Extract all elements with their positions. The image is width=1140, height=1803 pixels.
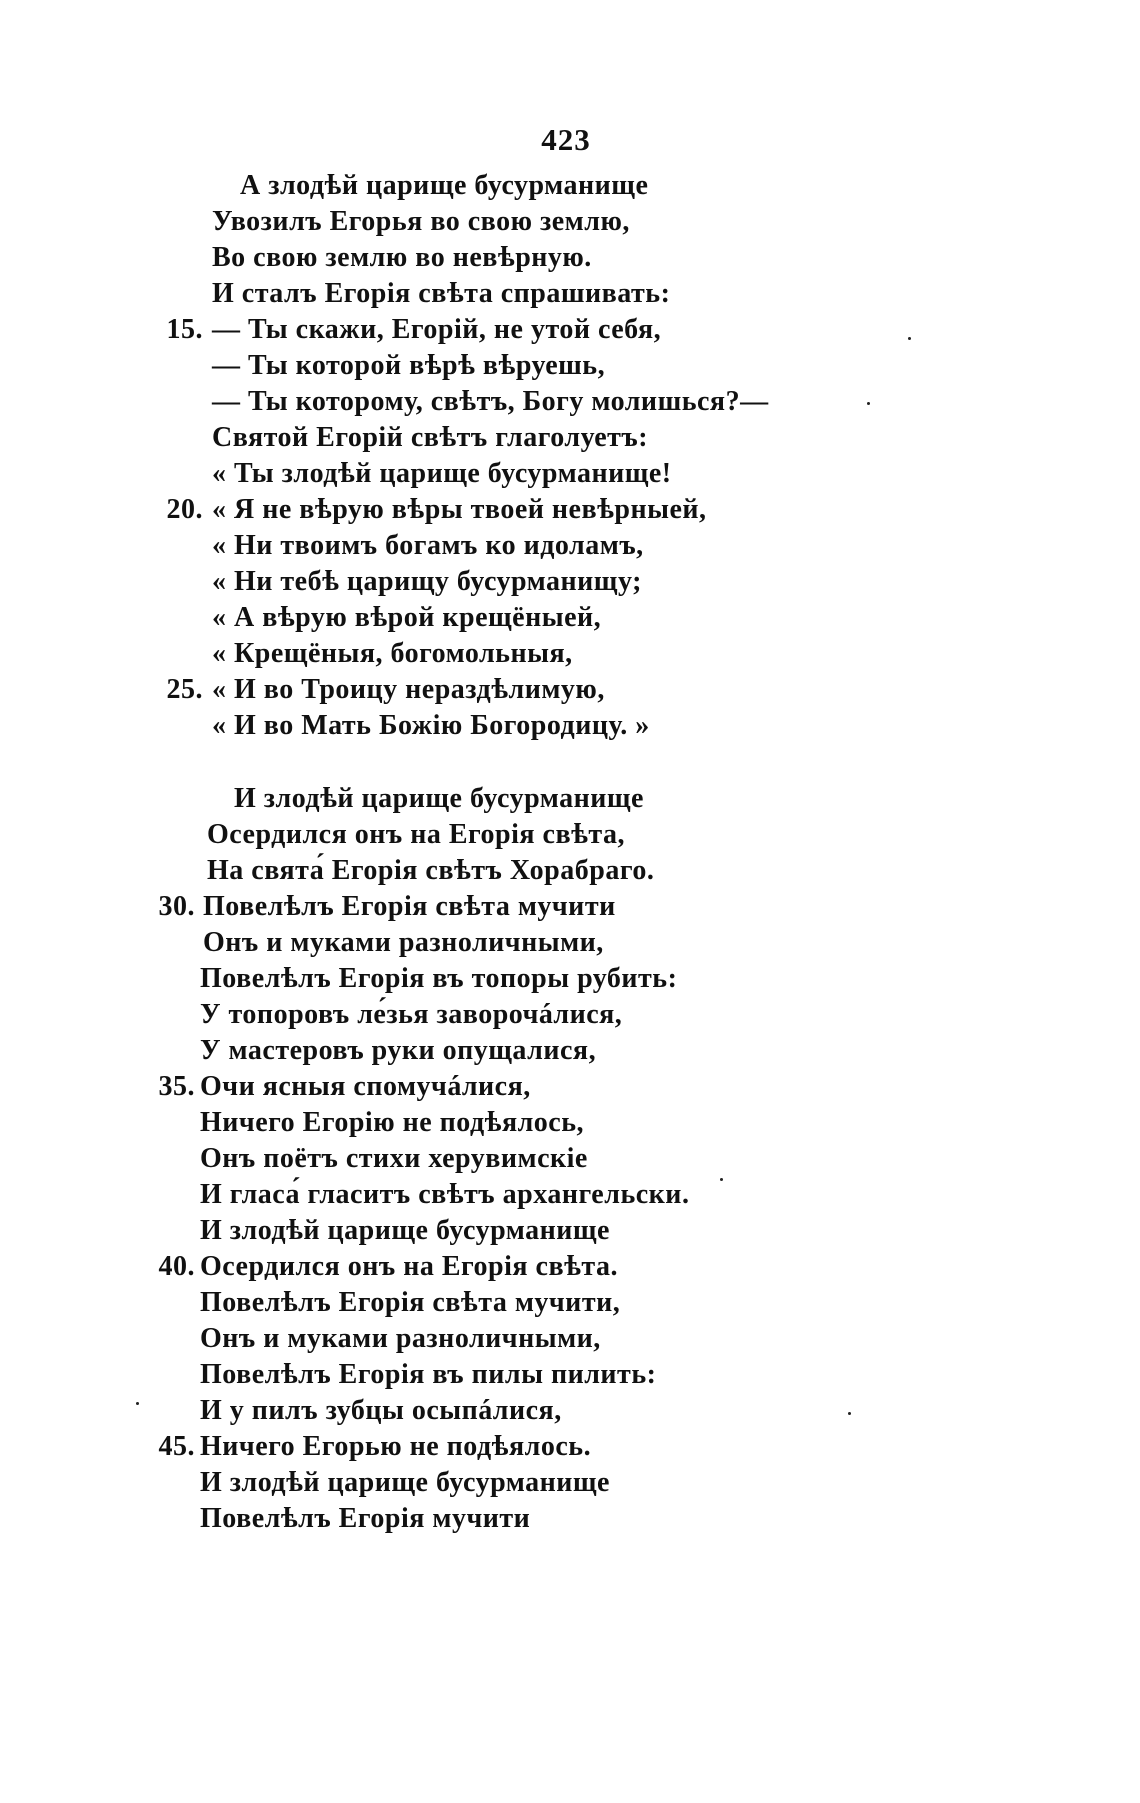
line-text: И злодѣй царище бусурманище — [200, 1215, 610, 1246]
poem-line — [0, 240, 1140, 276]
line-text: Онъ поётъ стихи херувимскіе — [200, 1143, 588, 1174]
line-number: 15. — [166, 314, 203, 345]
line-text: У мастеровъ руки опущалися, — [200, 1035, 597, 1066]
line-text: Повелѣлъ Егорія въ топоры рубить: — [200, 963, 678, 994]
poem-line — [0, 925, 1140, 961]
poem-line — [0, 348, 1140, 384]
poem-line — [0, 1465, 1140, 1501]
stanza-2 — [0, 781, 1140, 1537]
page-number: 423 — [541, 122, 591, 157]
line-number: 45. — [158, 1431, 195, 1462]
poem-line — [0, 564, 1140, 600]
poem-line — [0, 1249, 1140, 1285]
line-text: « Ты злодѣй царище бусурманище! — [212, 458, 672, 489]
scan-speck — [867, 402, 870, 405]
poem-line — [0, 600, 1140, 636]
stanza-break — [0, 744, 1140, 781]
scan-speck — [720, 1178, 723, 1181]
line-text: « Ни тебѣ царищу бусурманищу; — [212, 566, 642, 597]
line-text: Увозилъ Егорья во свою землю, — [212, 206, 630, 237]
scan-speck — [848, 1412, 851, 1415]
line-text: Ничего Егорію не подѣялось, — [200, 1107, 585, 1138]
line-number: 30. — [158, 891, 195, 922]
poem-line — [0, 781, 1140, 817]
poem-body — [0, 168, 1140, 1537]
line-text: Во свою землю во невѣрную. — [212, 242, 592, 273]
poem-line — [0, 456, 1140, 492]
poem-line — [0, 1105, 1140, 1141]
poem-line — [0, 1321, 1140, 1357]
line-text: Ничего Егорью не подѣялось. — [200, 1431, 592, 1462]
line-number: 40. — [158, 1251, 195, 1282]
line-text: А злодѣй царище бусурманище — [240, 170, 649, 201]
scan-speck — [136, 1402, 139, 1405]
poem-line — [0, 961, 1140, 997]
stanza-1 — [0, 168, 1140, 744]
line-text: Онъ и муками разноличными, — [203, 927, 604, 958]
poem-line — [0, 636, 1140, 672]
poem-line — [0, 1501, 1140, 1537]
line-text: Очи ясныя спомучáлися, — [200, 1071, 531, 1102]
poem-line — [0, 1357, 1140, 1393]
line-text: « И во Мать Божію Богородицу. » — [212, 710, 650, 741]
line-text: И злодѣй царище бусурманище — [234, 783, 644, 814]
poem-line — [0, 312, 1140, 348]
line-text: Повелѣлъ Егорія свѣта мучити, — [200, 1287, 621, 1318]
line-text: Осердился онъ на Егорія свѣта, — [207, 819, 625, 850]
line-text: И гласа́ гласитъ свѣтъ архангельски. — [200, 1179, 690, 1210]
poem-line — [0, 528, 1140, 564]
poem-line — [0, 276, 1140, 312]
poem-line — [0, 1393, 1140, 1429]
poem-line — [0, 1069, 1140, 1105]
scan-speck — [908, 337, 911, 340]
poem-line — [0, 384, 1140, 420]
line-text: « Крещёныя, богомольныя, — [212, 638, 573, 669]
line-number: 25. — [166, 674, 203, 705]
line-text: Повелѣлъ Егорія мучити — [200, 1503, 531, 1534]
line-number: 20. — [166, 494, 203, 525]
poem-line — [0, 672, 1140, 708]
line-text: Повелѣлъ Егорія въ пилы пилить: — [200, 1359, 657, 1390]
poem-line — [0, 492, 1140, 528]
poem-line — [0, 1141, 1140, 1177]
poem-line — [0, 889, 1140, 925]
line-text: Онъ и муками разноличными, — [200, 1323, 601, 1354]
poem-line — [0, 420, 1140, 456]
poem-line — [0, 708, 1140, 744]
line-text: Осердился онъ на Егорія свѣта. — [200, 1251, 618, 1282]
line-text: « Я не вѣрую вѣры твоей невѣрныей, — [212, 494, 707, 525]
line-text: Повелѣлъ Егорія свѣта мучити — [203, 891, 616, 922]
poem-line — [0, 853, 1140, 889]
line-text: И сталъ Егорія свѣта спрашивать: — [212, 278, 671, 309]
poem-line — [0, 1177, 1140, 1213]
line-text: — Ты скажи, Егорій, не утой себя, — [212, 314, 662, 345]
poem-line — [0, 817, 1140, 853]
line-text: « Ни твоимъ богамъ ко идоламъ, — [212, 530, 644, 561]
poem-line — [0, 204, 1140, 240]
poem-line — [0, 997, 1140, 1033]
line-text: Святой Егорій свѣтъ глаголуетъ: — [212, 422, 649, 453]
line-text: — Ты которому, свѣтъ, Богу молишься?— — [212, 386, 769, 417]
line-text: И злодѣй царище бусурманище — [200, 1467, 610, 1498]
line-text: « А вѣрую вѣрой крещёныей, — [212, 602, 602, 633]
line-text: У топоровъ ле́зья заворочáлися, — [200, 999, 623, 1030]
poem-line — [0, 1285, 1140, 1321]
line-text: И у пилъ зубцы осыпáлися, — [200, 1395, 562, 1426]
line-text: — Ты которой вѣрѣ вѣруешь, — [212, 350, 606, 381]
poem-line — [0, 168, 1140, 204]
poem-line — [0, 1429, 1140, 1465]
line-text: На свята́ Егорія свѣтъ Хорабраго. — [207, 855, 655, 886]
poem-line — [0, 1033, 1140, 1069]
poem-line — [0, 1213, 1140, 1249]
line-text: « И во Троицу нераздѣлимую, — [212, 674, 605, 705]
line-number: 35. — [158, 1071, 195, 1102]
